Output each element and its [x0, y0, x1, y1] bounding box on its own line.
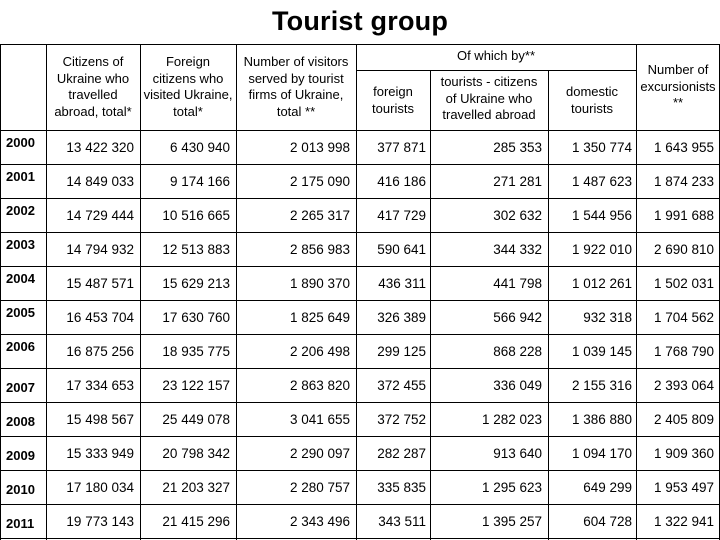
table-cell: 649 299: [583, 480, 632, 495]
table-cell: 1 012 261: [571, 276, 632, 291]
table-row: [0, 334, 720, 368]
table-cell: 17 334 653: [66, 378, 134, 393]
header-citizens-abroad: Citizens of Ukraine who travelled abroad, total*: [54, 54, 132, 119]
table-cell: 15 333 949: [66, 446, 134, 461]
table-row: [0, 436, 720, 470]
table-row: [0, 232, 720, 266]
table-cell: 1 295 623: [481, 480, 542, 495]
header-tourists-citizens: tourists - citizens of Ukraine who travelled abroad: [440, 74, 538, 122]
row-divider: [0, 198, 720, 199]
table-cell: 590 641: [377, 242, 426, 257]
row-divider: [0, 300, 720, 301]
row-year: 2006: [6, 339, 35, 354]
table-cell: 377 871: [377, 140, 426, 155]
table-cell: 2 393 064: [653, 378, 714, 393]
table-cell: 2 280 757: [289, 480, 350, 495]
table-cell: 1 909 360: [653, 446, 714, 461]
table-cell: 1 643 955: [653, 140, 714, 155]
table-cell: 271 281: [493, 174, 542, 189]
table-cell: 20 798 342: [162, 446, 230, 461]
row-divider: [0, 164, 720, 165]
table-cell: 13 422 320: [66, 140, 134, 155]
row-divider: [0, 266, 720, 267]
table-row: [0, 300, 720, 334]
table-cell: 2 155 316: [571, 378, 632, 393]
table-cell: 21 203 327: [162, 480, 230, 495]
table-cell: 2 290 097: [289, 446, 350, 461]
page-title: Tourist group: [271, 6, 449, 36]
table-cell: 868 228: [493, 344, 542, 359]
table-cell: 604 728: [583, 514, 632, 529]
table-cell: 2 690 810: [653, 242, 714, 257]
row-divider: [0, 436, 720, 437]
table-cell: 336 049: [493, 378, 542, 393]
table-cell: 1 991 688: [653, 208, 714, 223]
table-cell: 2 175 090: [289, 174, 350, 189]
table-cell: 1 350 774: [571, 140, 632, 155]
row-divider: [0, 402, 720, 403]
row-divider: [0, 368, 720, 369]
table-cell: 16 453 704: [66, 310, 134, 325]
table-cell: 1 386 880: [571, 412, 632, 427]
header-visitors-served: Number of visitors served by tourist firms of Ukraine, total **: [243, 54, 349, 119]
header-domestic-tourists: domestic tourists: [565, 84, 619, 116]
table-cell: 913 640: [493, 446, 542, 461]
table-cell: 23 122 157: [162, 378, 230, 393]
table-cell: 2 265 317: [289, 208, 350, 223]
table-cell: 1 874 233: [653, 174, 714, 189]
table-cell: 302 632: [493, 208, 542, 223]
row-year: 2000: [6, 135, 35, 150]
table-cell: 344 332: [493, 242, 542, 257]
row-year: 2003: [6, 237, 35, 252]
table-cell: 285 353: [493, 140, 542, 155]
row-year: 2008: [6, 414, 35, 429]
table-cell: 2 863 820: [289, 378, 350, 393]
table-cell: 2 405 809: [653, 412, 714, 427]
table-cell: 326 389: [377, 310, 426, 325]
table-cell: 282 287: [377, 446, 426, 461]
table-border-bottom: [0, 538, 720, 539]
row-year: 2007: [6, 380, 35, 395]
row-divider: [0, 130, 720, 131]
table-row: [0, 368, 720, 402]
table-cell: 15 629 213: [162, 276, 230, 291]
table-cell: 1 502 031: [653, 276, 714, 291]
table-row: [0, 504, 720, 538]
table-cell: 14 849 033: [66, 174, 134, 189]
table-row: [0, 470, 720, 504]
table-cell: 17 180 034: [66, 480, 134, 495]
table-row: [0, 266, 720, 300]
table-cell: 417 729: [377, 208, 426, 223]
table-cell: 15 487 571: [66, 276, 134, 291]
table-cell: 1 322 941: [653, 514, 714, 529]
table-cell: 343 511: [378, 514, 426, 529]
table-cell: 21 415 296: [162, 514, 230, 529]
row-year: 2011: [6, 516, 35, 531]
table-cell: 2 206 498: [289, 344, 350, 359]
header-of-which: Of which by**: [456, 48, 536, 63]
table-cell: 1 890 370: [289, 276, 350, 291]
table-cell: 1 825 649: [289, 310, 350, 325]
table-cell: 299 125: [377, 344, 426, 359]
table-cell: 1 039 145: [571, 344, 632, 359]
row-year: 2009: [6, 448, 35, 463]
table-cell: 25 449 078: [162, 412, 230, 427]
subheader-divider: [356, 70, 636, 71]
table-cell: 1 395 257: [481, 514, 542, 529]
table-row: [0, 198, 720, 232]
table-cell: 12 513 883: [162, 242, 230, 257]
header-excursionists: Number of excursionists **: [640, 62, 716, 110]
row-divider: [0, 470, 720, 471]
row-year: 2002: [6, 203, 35, 218]
table-cell: 1 544 956: [571, 208, 632, 223]
table-cell: 372 455: [377, 378, 426, 393]
header-foreign-citizens: Foreign citizens who visited Ukraine, total*: [143, 54, 233, 119]
table-cell: 932 318: [583, 310, 632, 325]
table-cell: 441 798: [493, 276, 542, 291]
table-cell: 2 343 496: [289, 514, 350, 529]
table-cell: 3 041 655: [289, 412, 350, 427]
table-cell: 2 013 998: [289, 140, 350, 155]
table-cell: 1 953 497: [653, 480, 714, 495]
row-divider: [0, 334, 720, 335]
row-year: 2001: [6, 169, 35, 184]
header-foreign-tourists: foreign tourists: [372, 84, 414, 116]
table-cell: 436 311: [378, 276, 426, 291]
table-row: [0, 164, 720, 198]
row-year: 2010: [6, 482, 35, 497]
table-cell: 10 516 665: [162, 208, 230, 223]
table-cell: 1 282 023: [481, 412, 542, 427]
row-year: 2005: [6, 305, 35, 320]
table-cell: 372 752: [377, 412, 426, 427]
row-year: 2004: [6, 271, 35, 286]
table-cell: 19 773 143: [66, 514, 134, 529]
table-cell: 2 856 983: [289, 242, 350, 257]
table-cell: 566 942: [493, 310, 542, 325]
table-cell: 9 174 166: [169, 174, 230, 189]
table-cell: 16 875 256: [66, 344, 134, 359]
table-cell: 335 835: [377, 480, 426, 495]
table-cell: 14 794 932: [66, 242, 134, 257]
table-cell: 15 498 567: [66, 412, 134, 427]
tourist-table: [0, 44, 720, 540]
table-cell: 1 094 170: [571, 446, 632, 461]
table-cell: 416 186: [377, 174, 426, 189]
table-row: [0, 402, 720, 436]
table-cell: 14 729 444: [66, 208, 134, 223]
table-cell: 1 704 562: [653, 310, 714, 325]
row-divider: [0, 504, 720, 505]
table-cell: 1 768 790: [653, 344, 714, 359]
table-cell: 1 487 623: [571, 174, 632, 189]
table-cell: 1 922 010: [571, 242, 632, 257]
table-cell: 17 630 760: [162, 310, 230, 325]
table-cell: 18 935 775: [162, 344, 230, 359]
table-border-top: [0, 44, 720, 45]
row-divider: [0, 232, 720, 233]
table-cell: 6 430 940: [169, 140, 230, 155]
table-row: [0, 130, 720, 164]
